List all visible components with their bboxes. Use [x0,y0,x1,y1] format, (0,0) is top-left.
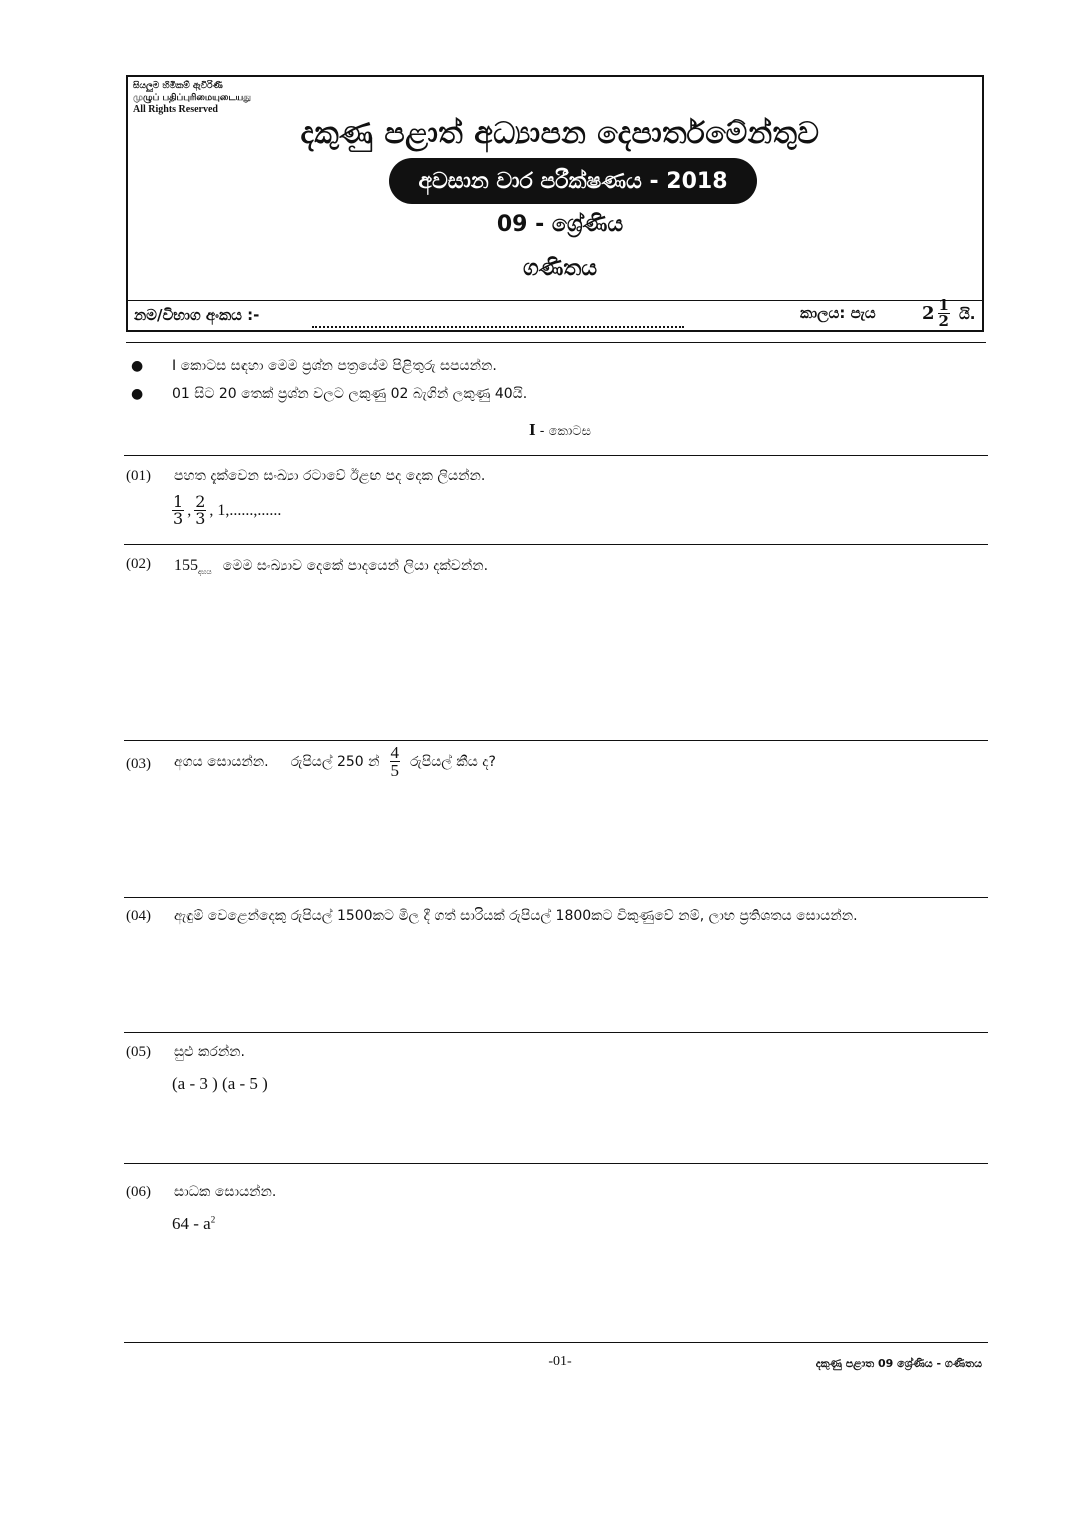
name-index-label: නම/විභාග අංකය :- [134,306,260,324]
grade-label: 09 - ශ්‍රේණිය [496,212,624,237]
exam-banner [389,158,757,204]
question-1-number: (01) [126,468,151,484]
question-6-number: (06) [126,1184,151,1200]
sequence-term-1 [172,494,184,527]
question-3-text-a: අගය සොයන්න. [174,753,269,770]
sequence-term-2-denominator: 3 [195,509,206,528]
subject-label: ගණිතය [522,256,598,281]
department-title: දකුණු පළාත් අධ්‍යාපන දෙපාර්තමේන්තුව [300,116,820,151]
question-5-number: (05) [126,1044,151,1060]
copyright-notice [133,80,283,116]
time-fraction [938,298,950,329]
time-fraction-numerator: 1 [938,296,949,314]
time-whole: 2 [922,303,935,324]
question-5-expression: (a - 3 ) (a - 5 ) [172,1074,268,1093]
question-3-fraction-numerator: 4 [390,743,400,762]
question-3-fraction [390,744,401,779]
sequence-tail: , 1,......,...... [209,501,282,519]
header-divider [126,300,984,301]
question-6-expression-base: 64 - a [172,1214,211,1233]
copyright-tamil: முழுப் பதிப்புரிமையுடையது [133,93,252,103]
question-divider [124,544,988,545]
bullet-icon: ● [131,386,144,402]
time-fraction-denominator: 2 [938,312,949,330]
question-divider [124,1163,988,1164]
question-divider [124,740,988,741]
question-divider [124,455,988,456]
time-value [922,298,975,329]
sequence-comma: , [187,501,192,519]
question-3-fraction-denominator: 5 [390,761,400,780]
question-3-text-c: රුපියල් කීය ද? [410,753,496,770]
name-index-field[interactable] [312,306,684,328]
time-label: කාලය: පැය [800,304,876,322]
section-label: - කොටස [539,424,591,439]
instruction-2 [131,386,528,402]
section-roman: I [529,420,536,439]
question-divider [124,897,988,898]
sequence-term-1-denominator: 3 [173,509,184,528]
question-3-number: (03) [126,756,151,772]
question-4-number: (04) [126,908,151,924]
instruction-1 [131,358,497,374]
question-1-sequence [172,494,284,527]
sequence-term-2 [194,494,206,527]
question-2-text: මෙම සංඛ්‍යාව දෙකේ පාදයෙන් ලියා දක්වන්න. [222,558,489,574]
question-3-line [174,744,496,779]
question-4-text: ඇඳුම් වෙළෙන්දෙකු රුපියල් 1500කට මිල දී ගත් සාරියක් රුපියල් 1800කට විකුණුවේ නම්, ලාභ ප්‍රතිශතය සොයන්න. [174,908,858,924]
instruction-2-text: 01 සිට 20 තෙක් ප්‍රශ්න වලට ලකුණු 02 බැගින් ලකුණු 40යි. [172,386,528,402]
question-6-expression [172,1214,215,1234]
question-1-text: පහත දැක්වෙන සංඛ්‍යා රටාවේ ඊළඟ පද දෙක ලියන්න. [174,468,486,484]
footer-paper-label: දකුණු පළාත 09 ශ්‍රේණිය - ගණිතය [815,1357,982,1370]
question-2-number: (02) [126,556,151,572]
question-2-line [174,552,488,580]
question-5-text: සුළු කරන්න. [174,1044,246,1060]
instruction-1-text: I කොටස සඳහා මෙම ප්‍රශ්න පත්‍රයේම පිළිතුරු සපයන්න. [172,358,497,374]
footer-divider [124,1342,988,1343]
question-divider [124,1032,988,1033]
question-6-text: සාධක සොයන්න. [174,1184,277,1200]
question-2-base-number: 155 [174,557,198,574]
bullet-icon: ● [131,358,144,374]
sequence-term-2-numerator: 2 [195,492,206,511]
exam-name: අවසාන වාර පරීක්ෂණය - 2018 [418,168,728,194]
time-suffix: යි. [958,304,976,323]
rule-top [126,342,986,343]
copyright-sinhala: සියලුම හිමිකම් ඇවිරිණි [133,81,223,91]
copyright-english: All Rights Reserved [133,104,218,115]
sequence-term-1-numerator: 1 [173,492,184,511]
question-6-expression-exponent: 2 [210,1214,216,1225]
page-number: -01- [548,1354,572,1369]
question-2-base-subscript: දහය [198,568,212,577]
section-title [460,420,660,440]
question-3-text-b: රුපියල් 250 න් [290,753,380,770]
